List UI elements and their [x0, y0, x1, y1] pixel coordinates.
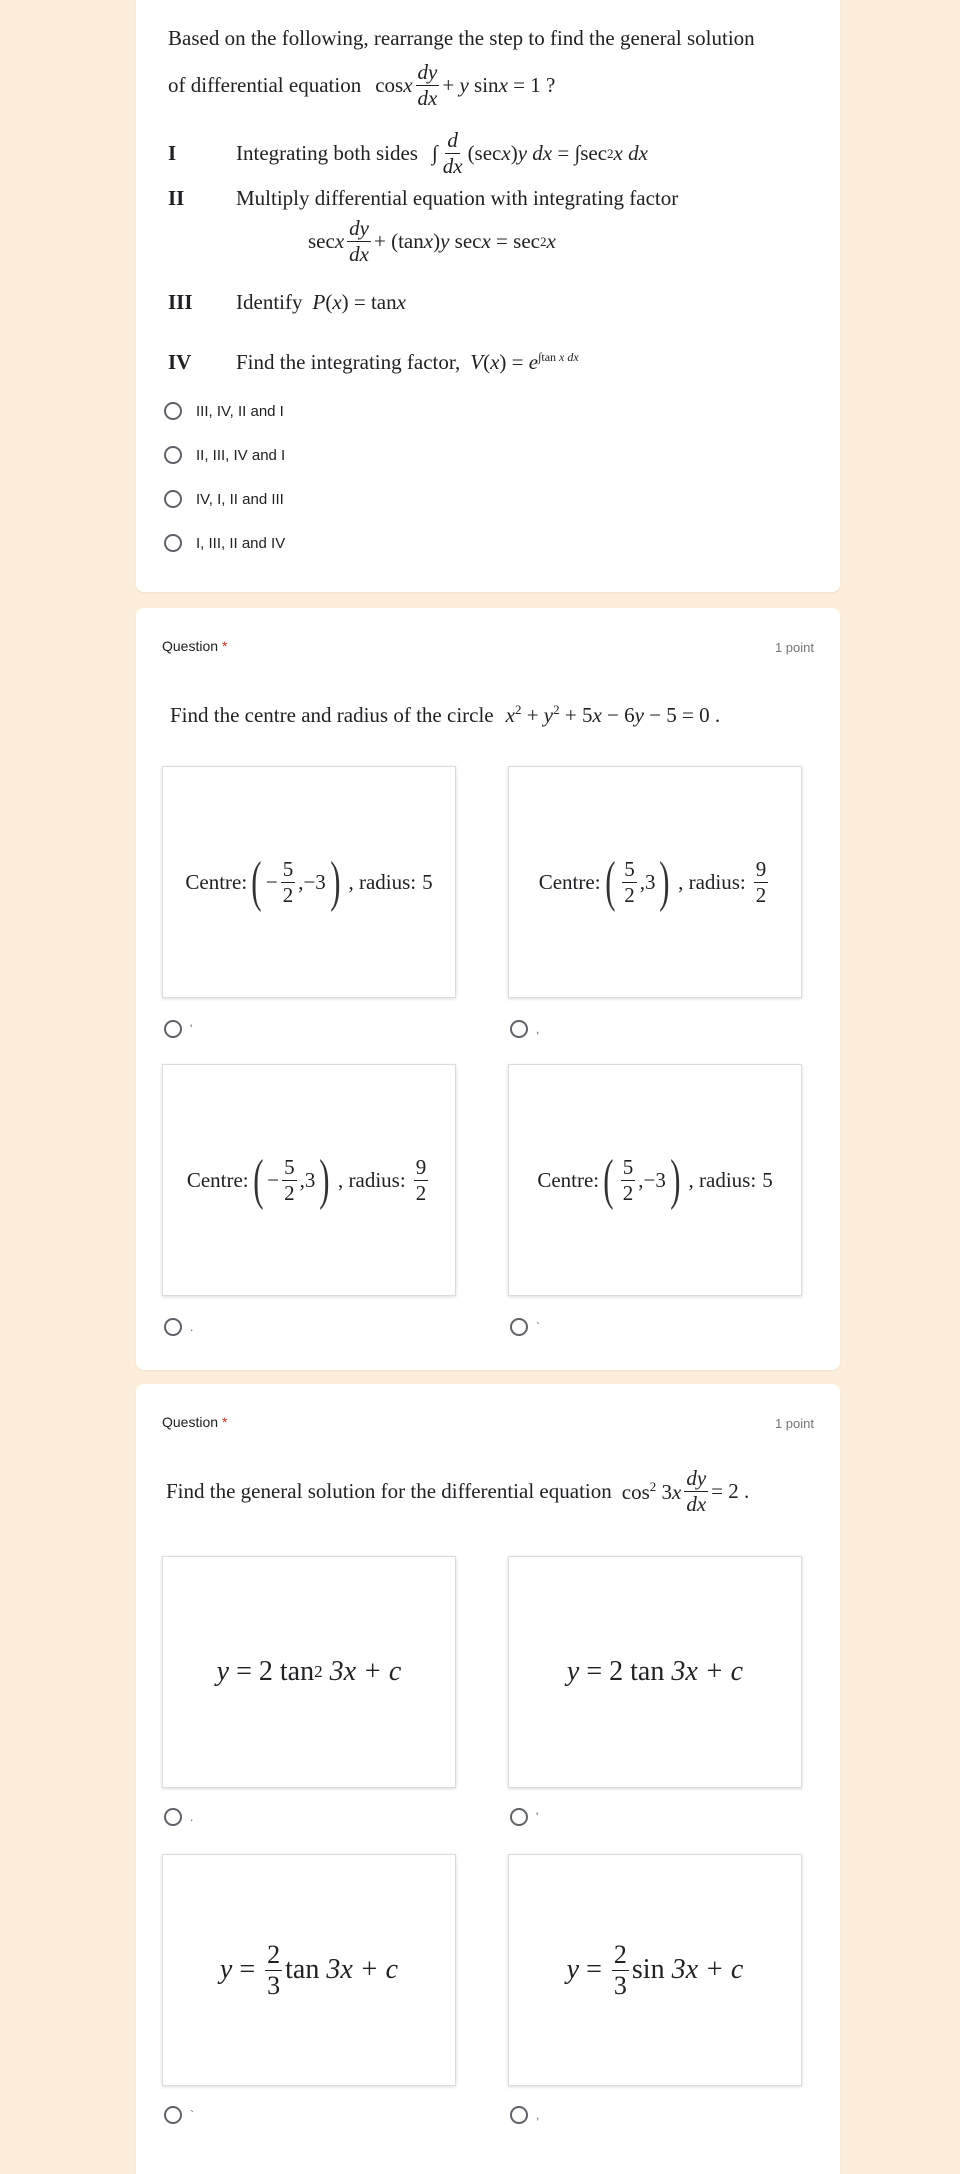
step-III-text: Identify [236, 290, 303, 314]
option-q2-a[interactable] [164, 1020, 192, 1038]
option-mark: ' [190, 1022, 193, 1036]
question-1-intro-line1: Based on the following, rearrange the step to find the general solution [168, 26, 755, 50]
option-q3-c-card[interactable] [162, 1854, 456, 2086]
radio-button[interactable] [164, 1808, 182, 1826]
required-mark: * [221, 638, 228, 654]
option-mark: . [190, 1810, 194, 1824]
option-mark: . [190, 1320, 194, 1334]
question-label: Question * [162, 1414, 228, 1430]
step-II-equation: sec x $\frac{dy}{dx}$ + (tan x ) y sec x = sec 2 x [308, 216, 556, 266]
question-card-3 [136, 1384, 840, 2174]
step-II-text: Multiply differential equation with integrating factor [236, 186, 679, 210]
option-q2-d-content: Centre: ( $\frac{5}{2}$ , −3 ) , radius: 5 [537, 1149, 773, 1211]
option-q3-d-content: y = $\frac{2}{3}$ sin 3x + c [566, 1939, 744, 2000]
option-q3-b-card[interactable] [508, 1556, 802, 1788]
radio-button[interactable] [164, 446, 182, 464]
step-IV: IV Find the integrating factor, $V(x) = e^{\int tan x dx}$ [168, 350, 579, 374]
option-q1-a[interactable] [164, 402, 284, 420]
step-I: I Integrating both sides ∫ $\frac{d}{dx}$ (sec x ) y dx = ∫sec 2 x dx [168, 128, 648, 178]
step-IV-numeral: IV [168, 350, 192, 374]
option-label: IV, I, II and III [196, 490, 284, 508]
option-q3-b-content: y = 2 tan 3x + c [566, 1656, 744, 1687]
radio-button[interactable] [164, 402, 182, 420]
option-q3-c[interactable] [164, 2106, 194, 2124]
option-q3-d[interactable] [510, 2106, 539, 2124]
option-q2-d[interactable] [510, 1318, 540, 1336]
question-3-prompt: Find the general solution for the differential equation $\cos^2 3x$ $\frac{dy}{dx}$ = 2 . [166, 1466, 750, 1516]
option-q2-b[interactable] [510, 1020, 539, 1038]
required-mark: * [221, 1414, 228, 1430]
radio-button[interactable] [510, 1020, 528, 1038]
radio-button[interactable] [510, 2106, 528, 2124]
step-III-numeral: III [168, 290, 193, 314]
question-1-intro-line2: of differential equation cosx $\frac{dy}{dx}$ + y sinx = 1 ? [168, 60, 556, 110]
option-q2-a-card[interactable] [162, 766, 456, 998]
question-label: Question * [162, 638, 228, 654]
step-IV-text: Find the integrating factor, [236, 350, 461, 374]
option-q1-d[interactable] [164, 534, 285, 552]
option-q1-c[interactable] [164, 490, 284, 508]
radio-button[interactable] [510, 1318, 528, 1336]
option-q3-a-card[interactable] [162, 1556, 456, 1788]
option-mark: , [536, 2108, 540, 2122]
option-q2-d-card[interactable] [508, 1064, 802, 1296]
radio-button[interactable] [164, 1020, 182, 1038]
option-label: I, III, II and IV [196, 534, 286, 552]
question-card-1 [136, 0, 840, 592]
step-II-numeral: II [168, 186, 185, 210]
option-q3-b[interactable] [510, 1808, 538, 1826]
radio-button[interactable] [510, 1808, 528, 1826]
option-q3-a-content: y = 2 tan 2 3x + c [216, 1656, 402, 1687]
question-1-intro-text: of differential equation [168, 73, 362, 97]
option-q3-c-content: y = $\frac{2}{3}$ tan 3x + c [219, 1939, 399, 2000]
option-mark: ` [536, 1320, 540, 1334]
points-label: 1 point [774, 640, 814, 655]
option-label: II, III, IV and I [196, 446, 286, 464]
option-q2-c-content: Centre: ( − $\frac{5}{2}$ , 3 ) , radius: $\frac{9}{2}$ [186, 1149, 427, 1211]
option-q2-c[interactable] [164, 1318, 193, 1336]
option-q3-a[interactable] [164, 1808, 193, 1826]
step-II [168, 186, 678, 211]
question-2-prompt: Find the centre and radius of the circle $x^2 + y^2 + 5x - 6y - 5 = 0$ . [170, 702, 721, 727]
option-q1-b[interactable] [164, 446, 285, 464]
step-III: III Identify P(x) = tanx [168, 290, 406, 314]
option-q2-c-card[interactable] [162, 1064, 456, 1296]
radio-button[interactable] [164, 534, 182, 552]
points-label: 1 point [774, 1416, 814, 1431]
option-q3-d-card[interactable] [508, 1854, 802, 2086]
radio-button[interactable] [164, 490, 182, 508]
option-q2-a-content: Centre: ( − $\frac{5}{2}$ , −3 ) , radius: 5 [185, 851, 433, 913]
step-I-text: Integrating both sides [236, 141, 418, 165]
option-q2-b-card[interactable] [508, 766, 802, 998]
step-I-numeral: I [168, 141, 177, 165]
option-label: III, IV, II and I [196, 402, 284, 420]
radio-button[interactable] [164, 2106, 182, 2124]
question-card-2 [136, 608, 840, 1370]
radio-button[interactable] [164, 1318, 182, 1336]
option-mark: ` [190, 2108, 194, 2122]
option-mark: ' [536, 1810, 539, 1824]
option-q2-b-content: Centre: ( $\frac{5}{2}$ , 3 ) , radius: $\frac{9}{2}$ [538, 851, 767, 913]
option-mark: , [536, 1022, 540, 1036]
